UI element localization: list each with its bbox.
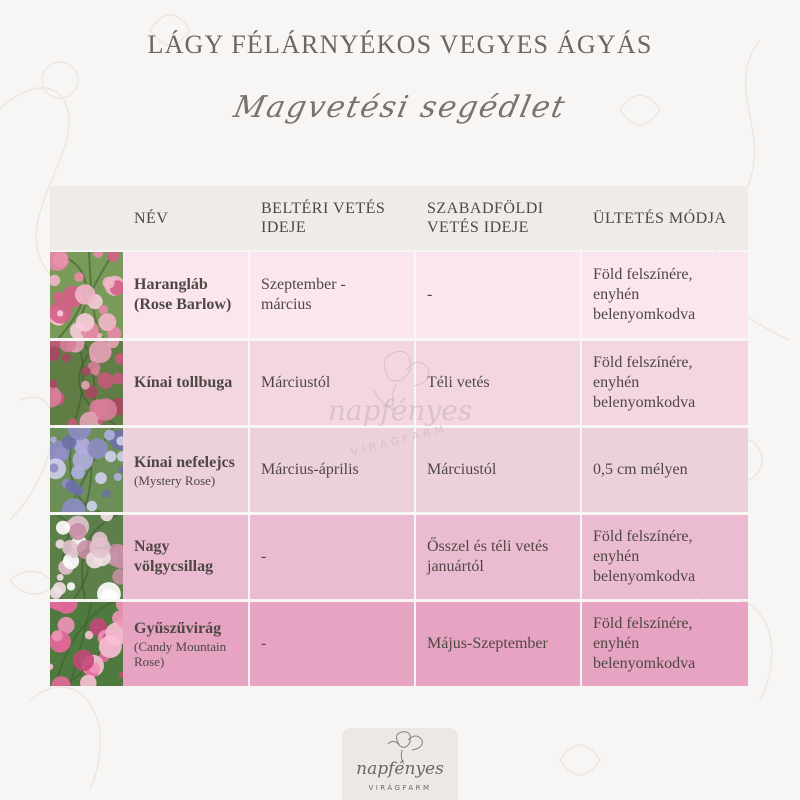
- row-outdoor-cell: [416, 252, 580, 338]
- cell-text-indoor: Márciustól: [261, 374, 331, 391]
- cell-text-indoor: -: [261, 548, 267, 565]
- plant-name: Kínai tollbuga: [134, 374, 233, 391]
- header-name: NÉV: [134, 209, 169, 227]
- footer-logo: [342, 728, 458, 800]
- watermark-brand: napfényes: [327, 394, 473, 427]
- cell-text-method: Föld felszínére, enyhén belenyomkodva: [593, 528, 696, 585]
- row-indoor-cell: [250, 252, 414, 338]
- plant-name: Kínai nefelejcs: [134, 453, 235, 471]
- cell-text-outdoor: Márciustól: [427, 461, 497, 478]
- header-outdoor: SZABADFÖLDI VETÉS IDEJE: [427, 200, 544, 236]
- cell-text-method: Föld felszínére, enyhén belenyomkodva: [593, 266, 696, 323]
- cell-text-outdoor: Május-Szeptember: [427, 635, 548, 652]
- flower-logo-icon: [342, 728, 458, 800]
- cell-text-method: Föld felszínére, enyhén belenyomkodva: [593, 354, 696, 411]
- plant-name: Harangláb (Rose Barlow): [134, 276, 232, 313]
- cell-text-method: Föld felszínére, enyhén belenyomkodva: [593, 615, 696, 672]
- plant-name: Nagy völgycsillag: [134, 538, 214, 575]
- row-indoor-cell: [250, 515, 414, 599]
- row-method-cell: [582, 515, 748, 599]
- header-indoor: BELTÉRI VETÉS IDEJE: [261, 200, 386, 236]
- pink-columbine-flowers-image: [50, 252, 123, 338]
- page-title: LÁGY FÉLÁRNYÉKOS VEGYES ÁGYÁS: [147, 30, 653, 59]
- row-method-cell: [582, 602, 748, 686]
- row-name-cell: [123, 341, 248, 425]
- row-method-cell: [582, 341, 748, 425]
- row-outdoor-cell: [416, 602, 580, 686]
- astilbe-flowers-image: [50, 341, 123, 425]
- plant-variety: (Mystery Rose): [134, 472, 216, 488]
- cell-text-method: 0,5 cm mélyen: [593, 461, 688, 478]
- logo-sub: VIRÁGFARM: [368, 784, 432, 792]
- cell-text-outdoor: Ősszel és téli vetés januártól: [427, 538, 549, 575]
- row-indoor-cell: [250, 602, 414, 686]
- row-method-cell: [582, 428, 748, 512]
- watermark-sub: VIRÁGFARM: [349, 422, 450, 459]
- row-name-cell: [123, 428, 248, 512]
- foxglove-flowers-image: [50, 602, 123, 686]
- page-subtitle: Magvetési segédlet: [230, 90, 570, 125]
- cell-text-outdoor: -: [427, 286, 433, 303]
- cell-text-indoor: Szeptember - március: [261, 276, 346, 313]
- plant-name: Gyűszűvirág: [134, 620, 222, 637]
- watermark-logo: [310, 340, 490, 480]
- logo-brand: napfényes: [356, 759, 444, 779]
- cell-text-outdoor: Téli vetés: [427, 374, 490, 391]
- plant-variety: (Candy Mountain Rose): [134, 639, 227, 669]
- astrantia-flowers-image: [50, 515, 123, 599]
- row-name-cell: [123, 252, 248, 338]
- row-name-cell: [123, 515, 248, 599]
- header-method: ÜLTETÉS MÓDJA: [593, 209, 727, 227]
- cell-text-indoor: -: [261, 635, 267, 652]
- cell-text-indoor: Március-április: [261, 461, 359, 478]
- row-name-cell: [123, 602, 248, 686]
- row-outdoor-cell: [416, 515, 580, 599]
- row-method-cell: [582, 252, 748, 338]
- chinese-forget-me-not-flowers-image: [50, 428, 123, 512]
